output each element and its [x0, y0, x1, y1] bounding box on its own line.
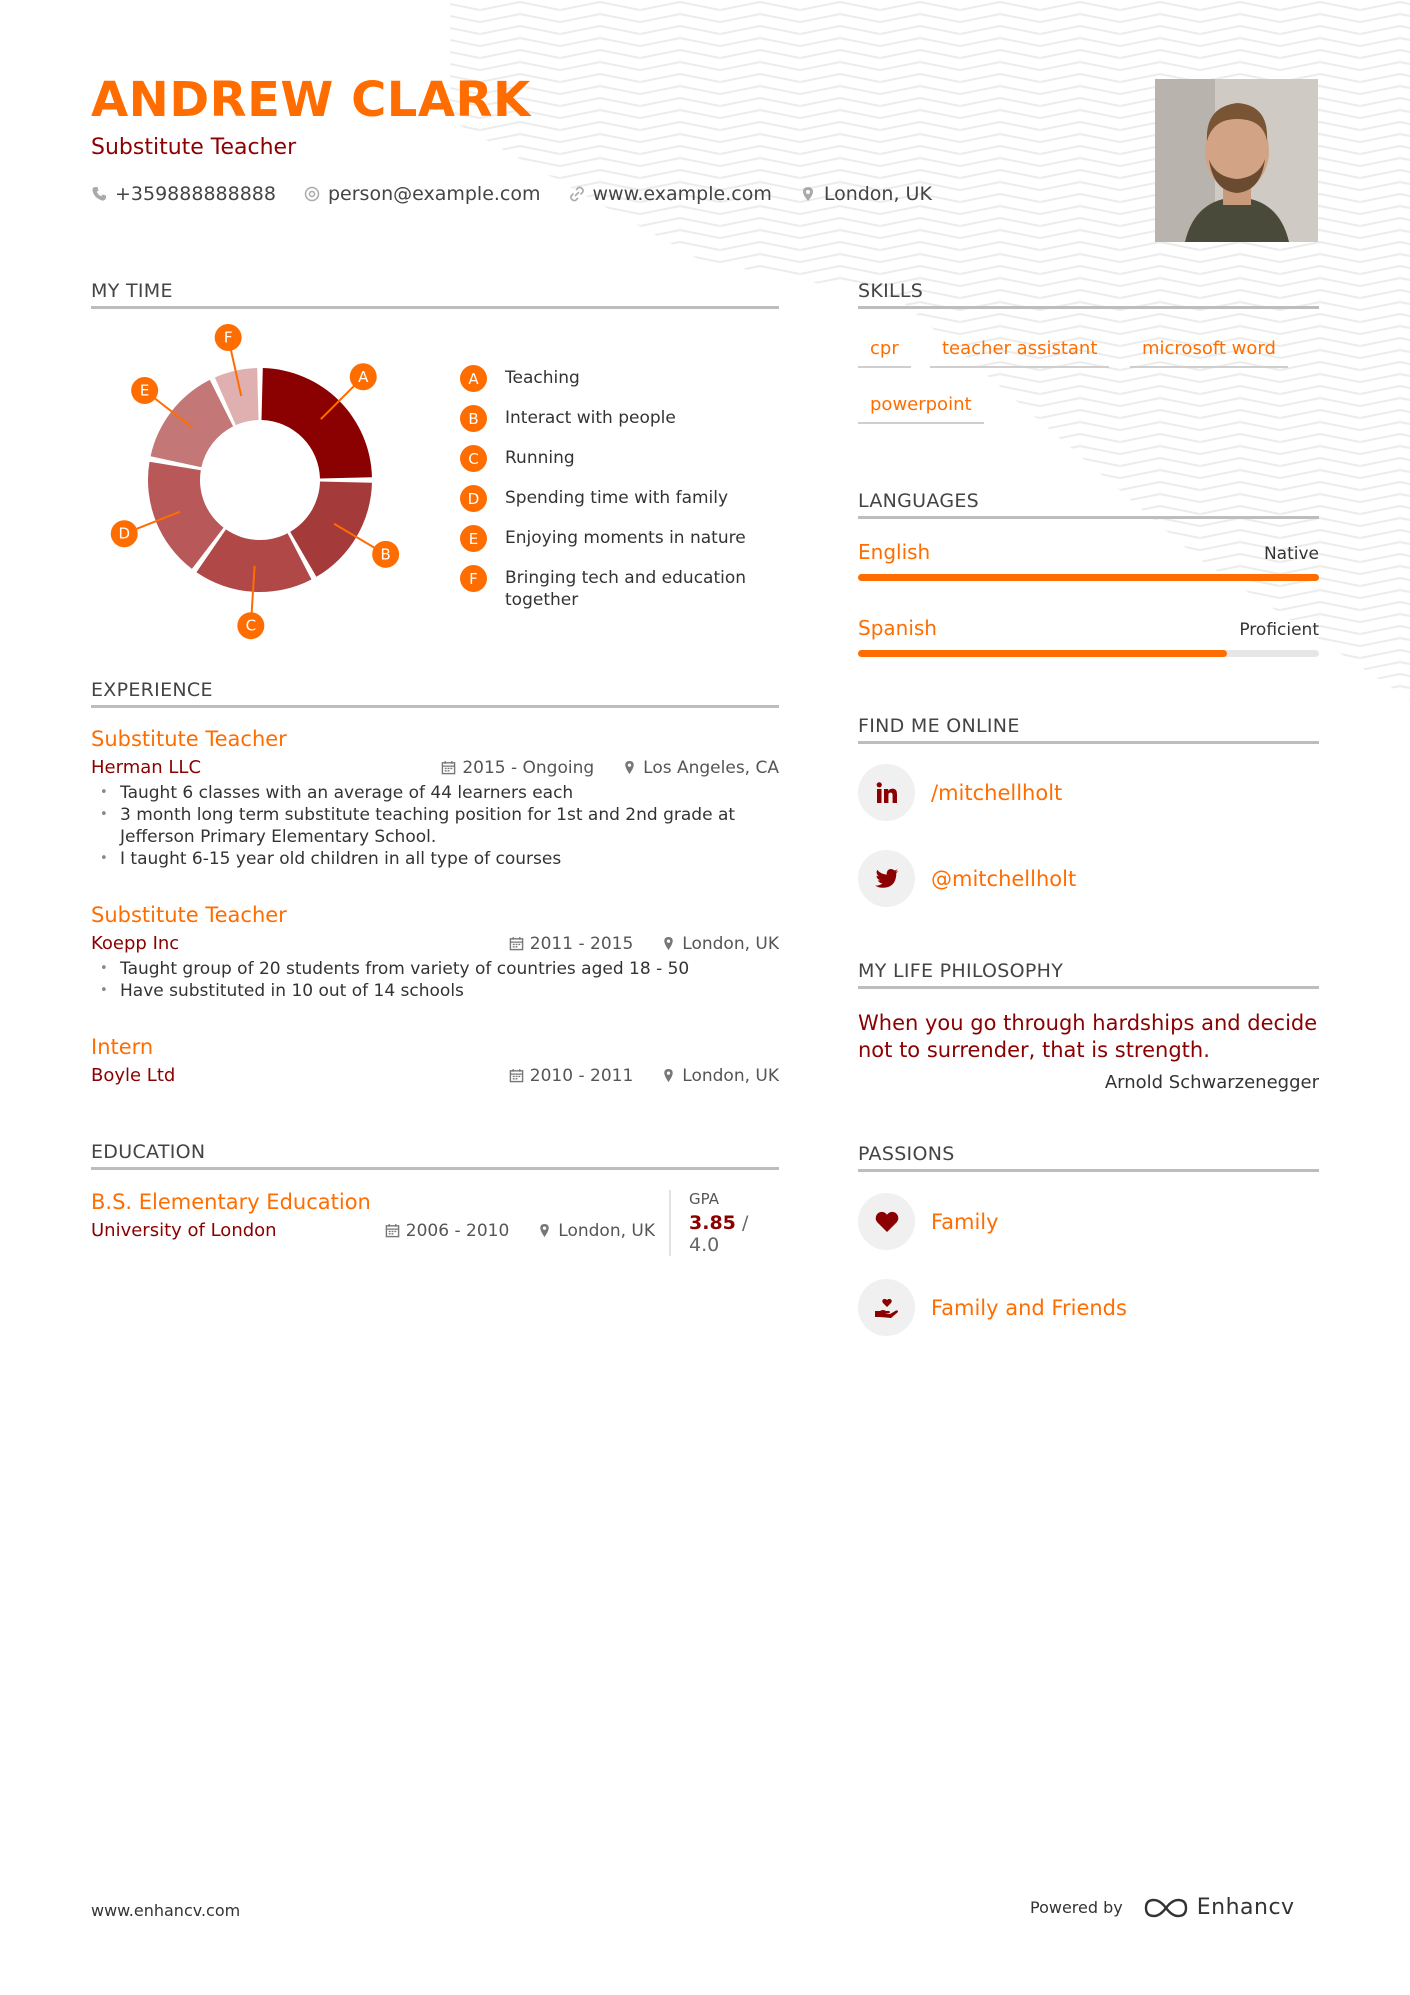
- skill-tag: powerpoint: [858, 394, 984, 424]
- contact-bar: [91, 183, 932, 205]
- job-location-text: Los Angeles, CA: [643, 757, 779, 778]
- contact-phone[interactable]: [91, 183, 276, 205]
- job-dates-text: 2010 - 2011: [529, 1065, 634, 1086]
- education-location-text: London, UK: [558, 1220, 655, 1241]
- donut-label-letter: C: [245, 616, 257, 635]
- philosophy-quote: When you go through hardships and decide not to surrender, that is strength.: [858, 1011, 1318, 1062]
- legend-badge: D: [460, 485, 487, 512]
- legend-item: [460, 565, 760, 611]
- job-company: Herman LLC: [91, 757, 202, 778]
- online-handle[interactable]: @mitchellholt: [931, 866, 1077, 891]
- job-bullet: • I taught 6-15 year old children in all type of courses: [120, 848, 779, 870]
- job-bullets: [91, 958, 779, 1002]
- donut-label-letter: B: [380, 545, 391, 564]
- language-level: Proficient: [1239, 620, 1319, 640]
- job-role: Intern: [91, 1035, 154, 1059]
- section-title-education: EDUCATION: [91, 1141, 779, 1170]
- passion-item: [858, 1193, 999, 1250]
- contact-website[interactable]: [569, 183, 772, 205]
- donut-label-letter: E: [139, 381, 150, 400]
- legend-label: Teaching: [505, 368, 580, 388]
- donut-label-letter: F: [223, 328, 233, 347]
- phone-text: +359888888888: [115, 183, 276, 205]
- enhancv-logo-icon: [1143, 1897, 1189, 1919]
- candidate-title: Substitute Teacher: [91, 135, 297, 160]
- education-dates: [385, 1220, 509, 1241]
- legend-badge: C: [460, 445, 487, 472]
- at-icon: [304, 186, 320, 202]
- legend-label: Bringing tech and education together: [505, 568, 747, 610]
- email-text: person@example.com: [327, 183, 541, 205]
- gpa-value: 3.85: [689, 1212, 736, 1234]
- skill-tag: teacher assistant: [930, 338, 1109, 368]
- contact-location: [800, 183, 932, 205]
- candidate-name: ANDREW CLARK: [91, 72, 531, 128]
- gpa-label: GPA: [689, 1190, 719, 1208]
- job-location-text: London, UK: [682, 1065, 779, 1086]
- language-name: English: [858, 540, 931, 564]
- legend-badge: B: [460, 405, 487, 432]
- section-title-find-me-online: FIND ME ONLINE: [858, 715, 1319, 744]
- section-title-passions: PASSIONS: [858, 1143, 1319, 1172]
- job-role: Substitute Teacher: [91, 727, 287, 751]
- education-entry: [91, 1190, 779, 1256]
- job-dates: [509, 1065, 633, 1086]
- website-text: www.example.com: [592, 183, 772, 205]
- calendar-icon: [509, 1068, 524, 1083]
- legend-badge: F: [460, 565, 487, 592]
- job-dates-text: 2015 - Ongoing: [462, 757, 595, 778]
- job-bullet: • Taught group of 20 students from variety of countries aged 18 - 50: [120, 958, 779, 980]
- brand-name: Enhancv: [1196, 1895, 1295, 1920]
- hand-heart-icon: [858, 1279, 915, 1336]
- education-location: [537, 1220, 655, 1241]
- section-title-languages: LANGUAGES: [858, 490, 1319, 519]
- footer-branding: [1030, 1895, 1295, 1920]
- linkedin-icon: [858, 764, 915, 821]
- location-text: London, UK: [823, 183, 932, 205]
- passion-text: Family: [931, 1209, 999, 1234]
- gpa-max: / 4.0: [689, 1212, 749, 1256]
- language-name: Spanish: [858, 616, 937, 640]
- gpa-block: [671, 1190, 779, 1256]
- profile-photo: [1155, 79, 1318, 242]
- location-pin-icon: [800, 186, 816, 202]
- job-location: [661, 933, 779, 954]
- footer-url[interactable]: www.enhancv.com: [91, 1901, 241, 1920]
- job-bullet: • Taught 6 classes with an average of 44 learners each: [120, 782, 779, 804]
- calendar-icon: [385, 1223, 400, 1238]
- twitter-icon: [858, 850, 915, 907]
- skill-tag: microsoft word: [1130, 338, 1288, 368]
- job-location: [661, 1065, 779, 1086]
- location-pin-icon: [661, 1068, 676, 1083]
- language-bar-fill: [858, 650, 1227, 657]
- skill-tag: cpr: [858, 338, 911, 368]
- experience-entry: [91, 903, 779, 1002]
- language-entry: [858, 616, 1319, 657]
- education-degree: B.S. Elementary Education: [91, 1190, 371, 1214]
- passion-text: Family and Friends: [931, 1295, 1127, 1320]
- donut-label-letter: D: [118, 524, 131, 543]
- job-company: Boyle Ltd: [91, 1065, 176, 1086]
- legend-item: [460, 365, 760, 392]
- job-role: Substitute Teacher: [91, 903, 287, 927]
- section-title-my-time: MY TIME: [91, 280, 779, 309]
- job-company: Koepp Inc: [91, 933, 180, 954]
- job-bullet: • 3 month long term substitute teaching position for 1st and 2nd grade at Jefferson Primary Elementary School.: [120, 804, 779, 848]
- online-item-twitter[interactable]: [858, 850, 1076, 907]
- job-dates: [441, 757, 594, 778]
- section-title-life-philosophy: MY LIFE PHILOSOPHY: [858, 960, 1319, 989]
- calendar-icon: [441, 760, 456, 775]
- legend-item: [460, 485, 760, 512]
- experience-entry: [91, 1035, 779, 1086]
- education-dates-text: 2006 - 2010: [405, 1220, 510, 1241]
- job-bullets: [91, 782, 779, 870]
- language-bar-track: [858, 650, 1319, 657]
- donut-slice: [151, 380, 234, 467]
- link-icon: [569, 186, 585, 202]
- experience-entry: [91, 727, 779, 870]
- location-pin-icon: [661, 936, 676, 951]
- language-entry: [858, 540, 1319, 581]
- section-title-skills: SKILLS: [858, 280, 1319, 309]
- philosophy-author: Arnold Schwarzenegger: [1104, 1072, 1319, 1093]
- phone-icon: [91, 186, 107, 202]
- donut-label-letter: A: [358, 367, 369, 386]
- legend-item: [460, 405, 760, 432]
- job-bullet: • Have substituted in 10 out of 14 schools: [120, 980, 779, 1002]
- location-pin-icon: [622, 760, 637, 775]
- legend-item: [460, 445, 760, 472]
- contact-email[interactable]: [304, 183, 541, 205]
- language-bar-fill: [858, 574, 1319, 581]
- legend-badge: E: [460, 525, 487, 552]
- brand-logo[interactable]: [1143, 1895, 1295, 1920]
- calendar-icon: [509, 936, 524, 951]
- my-time-legend: [460, 365, 760, 624]
- job-dates-text: 2011 - 2015: [529, 933, 634, 954]
- heart-icon: [858, 1193, 915, 1250]
- legend-label: Running: [505, 448, 575, 468]
- legend-badge: A: [460, 365, 487, 392]
- online-handle[interactable]: /mitchellholt: [931, 780, 1063, 805]
- education-school: University of London: [91, 1220, 277, 1241]
- job-dates: [509, 933, 633, 954]
- my-time-donut-chart: [118, 328, 420, 635]
- legend-label: Interact with people: [505, 408, 676, 428]
- legend-item: [460, 525, 760, 552]
- job-location: [622, 757, 779, 778]
- powered-by-text: Powered by: [1030, 1898, 1123, 1917]
- passion-item: [858, 1279, 1127, 1336]
- avatar: [1155, 79, 1318, 242]
- location-pin-icon: [537, 1223, 552, 1238]
- job-location-text: London, UK: [682, 933, 779, 954]
- online-item-linkedin[interactable]: [858, 764, 1062, 821]
- section-title-experience: EXPERIENCE: [91, 679, 779, 708]
- language-level: Native: [1263, 544, 1319, 564]
- language-bar-track: [858, 574, 1319, 581]
- legend-label: Enjoying moments in nature: [505, 528, 746, 548]
- legend-label: Spending time with family: [505, 488, 729, 508]
